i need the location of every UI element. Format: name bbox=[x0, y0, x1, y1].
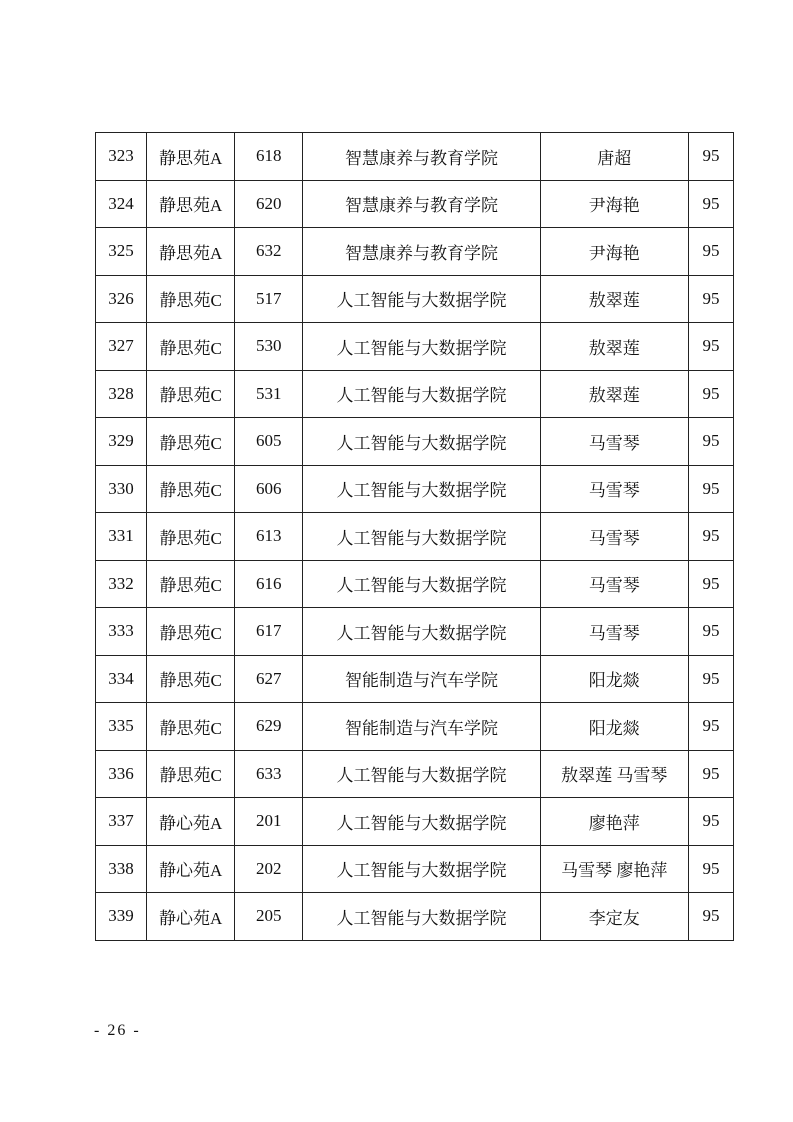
building-cell: 静思苑A bbox=[147, 180, 235, 228]
row-index-cell: 325 bbox=[96, 228, 147, 276]
room-cell: 627 bbox=[235, 655, 303, 703]
counselor-cell: 马雪琴 bbox=[540, 418, 688, 466]
building-cell: 静心苑A bbox=[147, 798, 235, 846]
college-cell: 人工智能与大数据学院 bbox=[303, 418, 540, 466]
building-cell: 静思苑C bbox=[147, 513, 235, 561]
counselor-cell: 唐超 bbox=[540, 133, 688, 181]
room-cell: 530 bbox=[235, 323, 303, 371]
table-row bbox=[96, 560, 734, 608]
counselor-cell: 敖翠莲 bbox=[540, 275, 688, 323]
building-cell: 静思苑A bbox=[147, 133, 235, 181]
table-row bbox=[96, 655, 734, 703]
room-cell: 616 bbox=[235, 560, 303, 608]
college-cell: 人工智能与大数据学院 bbox=[303, 370, 540, 418]
score-cell: 95 bbox=[688, 370, 733, 418]
score-cell: 95 bbox=[688, 608, 733, 656]
row-index-cell: 324 bbox=[96, 180, 147, 228]
college-cell: 人工智能与大数据学院 bbox=[303, 750, 540, 798]
college-cell: 人工智能与大数据学院 bbox=[303, 560, 540, 608]
row-index-cell: 337 bbox=[96, 798, 147, 846]
table-row bbox=[96, 275, 734, 323]
counselor-cell: 敖翠莲 bbox=[540, 323, 688, 371]
college-cell: 智能制造与汽车学院 bbox=[303, 703, 540, 751]
row-index-cell: 330 bbox=[96, 465, 147, 513]
room-cell: 632 bbox=[235, 228, 303, 276]
counselor-cell: 廖艳萍 bbox=[540, 798, 688, 846]
room-cell: 633 bbox=[235, 750, 303, 798]
score-cell: 95 bbox=[688, 845, 733, 893]
room-cell: 620 bbox=[235, 180, 303, 228]
row-index-cell: 338 bbox=[96, 845, 147, 893]
building-cell: 静思苑C bbox=[147, 750, 235, 798]
row-index-cell: 332 bbox=[96, 560, 147, 608]
table-row bbox=[96, 513, 734, 561]
counselor-cell: 马雪琴 bbox=[540, 560, 688, 608]
score-cell: 95 bbox=[688, 750, 733, 798]
counselor-cell: 阳龙燚 bbox=[540, 703, 688, 751]
table-row bbox=[96, 228, 734, 276]
score-cell: 95 bbox=[688, 560, 733, 608]
score-cell: 95 bbox=[688, 465, 733, 513]
table-row bbox=[96, 323, 734, 371]
college-cell: 人工智能与大数据学院 bbox=[303, 465, 540, 513]
building-cell: 静思苑C bbox=[147, 465, 235, 513]
room-cell: 201 bbox=[235, 798, 303, 846]
table-row bbox=[96, 798, 734, 846]
counselor-cell: 尹海艳 bbox=[540, 228, 688, 276]
counselor-cell: 敖翠莲 bbox=[540, 370, 688, 418]
counselor-cell: 阳龙燚 bbox=[540, 655, 688, 703]
room-cell: 205 bbox=[235, 893, 303, 941]
room-cell: 531 bbox=[235, 370, 303, 418]
score-cell: 95 bbox=[688, 893, 733, 941]
table-row bbox=[96, 180, 734, 228]
building-cell: 静思苑C bbox=[147, 703, 235, 751]
row-index-cell: 328 bbox=[96, 370, 147, 418]
row-index-cell: 329 bbox=[96, 418, 147, 466]
table-body bbox=[96, 133, 734, 941]
row-index-cell: 327 bbox=[96, 323, 147, 371]
college-cell: 人工智能与大数据学院 bbox=[303, 275, 540, 323]
row-index-cell: 339 bbox=[96, 893, 147, 941]
building-cell: 静心苑A bbox=[147, 893, 235, 941]
table-row bbox=[96, 608, 734, 656]
college-cell: 人工智能与大数据学院 bbox=[303, 323, 540, 371]
counselor-cell: 马雪琴 bbox=[540, 513, 688, 561]
college-cell: 智慧康养与教育学院 bbox=[303, 133, 540, 181]
row-index-cell: 335 bbox=[96, 703, 147, 751]
table-row bbox=[96, 893, 734, 941]
counselor-cell: 尹海艳 bbox=[540, 180, 688, 228]
building-cell: 静思苑C bbox=[147, 418, 235, 466]
score-cell: 95 bbox=[688, 180, 733, 228]
room-cell: 613 bbox=[235, 513, 303, 561]
counselor-cell: 李定友 bbox=[540, 893, 688, 941]
room-cell: 629 bbox=[235, 703, 303, 751]
building-cell: 静思苑A bbox=[147, 228, 235, 276]
college-cell: 人工智能与大数据学院 bbox=[303, 513, 540, 561]
college-cell: 人工智能与大数据学院 bbox=[303, 798, 540, 846]
college-cell: 智能制造与汽车学院 bbox=[303, 655, 540, 703]
row-index-cell: 331 bbox=[96, 513, 147, 561]
page-number: - 26 - bbox=[94, 1022, 141, 1039]
row-index-cell: 323 bbox=[96, 133, 147, 181]
building-cell: 静心苑A bbox=[147, 845, 235, 893]
room-cell: 618 bbox=[235, 133, 303, 181]
room-cell: 605 bbox=[235, 418, 303, 466]
college-cell: 人工智能与大数据学院 bbox=[303, 893, 540, 941]
row-index-cell: 326 bbox=[96, 275, 147, 323]
building-cell: 静思苑C bbox=[147, 560, 235, 608]
counselor-cell: 马雪琴 廖艳萍 bbox=[540, 845, 688, 893]
table-row bbox=[96, 750, 734, 798]
dormitory-score-table bbox=[95, 132, 734, 941]
counselor-cell: 马雪琴 bbox=[540, 465, 688, 513]
table-row bbox=[96, 465, 734, 513]
building-cell: 静思苑C bbox=[147, 370, 235, 418]
table-row bbox=[96, 370, 734, 418]
table-row bbox=[96, 418, 734, 466]
row-index-cell: 334 bbox=[96, 655, 147, 703]
room-cell: 606 bbox=[235, 465, 303, 513]
score-cell: 95 bbox=[688, 133, 733, 181]
table-row bbox=[96, 133, 734, 181]
college-cell: 人工智能与大数据学院 bbox=[303, 608, 540, 656]
score-cell: 95 bbox=[688, 418, 733, 466]
room-cell: 617 bbox=[235, 608, 303, 656]
score-cell: 95 bbox=[688, 703, 733, 751]
building-cell: 静思苑C bbox=[147, 655, 235, 703]
score-cell: 95 bbox=[688, 228, 733, 276]
table-row bbox=[96, 845, 734, 893]
college-cell: 人工智能与大数据学院 bbox=[303, 845, 540, 893]
college-cell: 智慧康养与教育学院 bbox=[303, 228, 540, 276]
building-cell: 静思苑C bbox=[147, 323, 235, 371]
table-row bbox=[96, 703, 734, 751]
row-index-cell: 336 bbox=[96, 750, 147, 798]
row-index-cell: 333 bbox=[96, 608, 147, 656]
building-cell: 静思苑C bbox=[147, 608, 235, 656]
score-cell: 95 bbox=[688, 323, 733, 371]
building-cell: 静思苑C bbox=[147, 275, 235, 323]
counselor-cell: 马雪琴 bbox=[540, 608, 688, 656]
score-cell: 95 bbox=[688, 798, 733, 846]
college-cell: 智慧康养与教育学院 bbox=[303, 180, 540, 228]
room-cell: 517 bbox=[235, 275, 303, 323]
counselor-cell: 敖翠莲 马雪琴 bbox=[540, 750, 688, 798]
score-cell: 95 bbox=[688, 513, 733, 561]
room-cell: 202 bbox=[235, 845, 303, 893]
score-cell: 95 bbox=[688, 655, 733, 703]
score-cell: 95 bbox=[688, 275, 733, 323]
